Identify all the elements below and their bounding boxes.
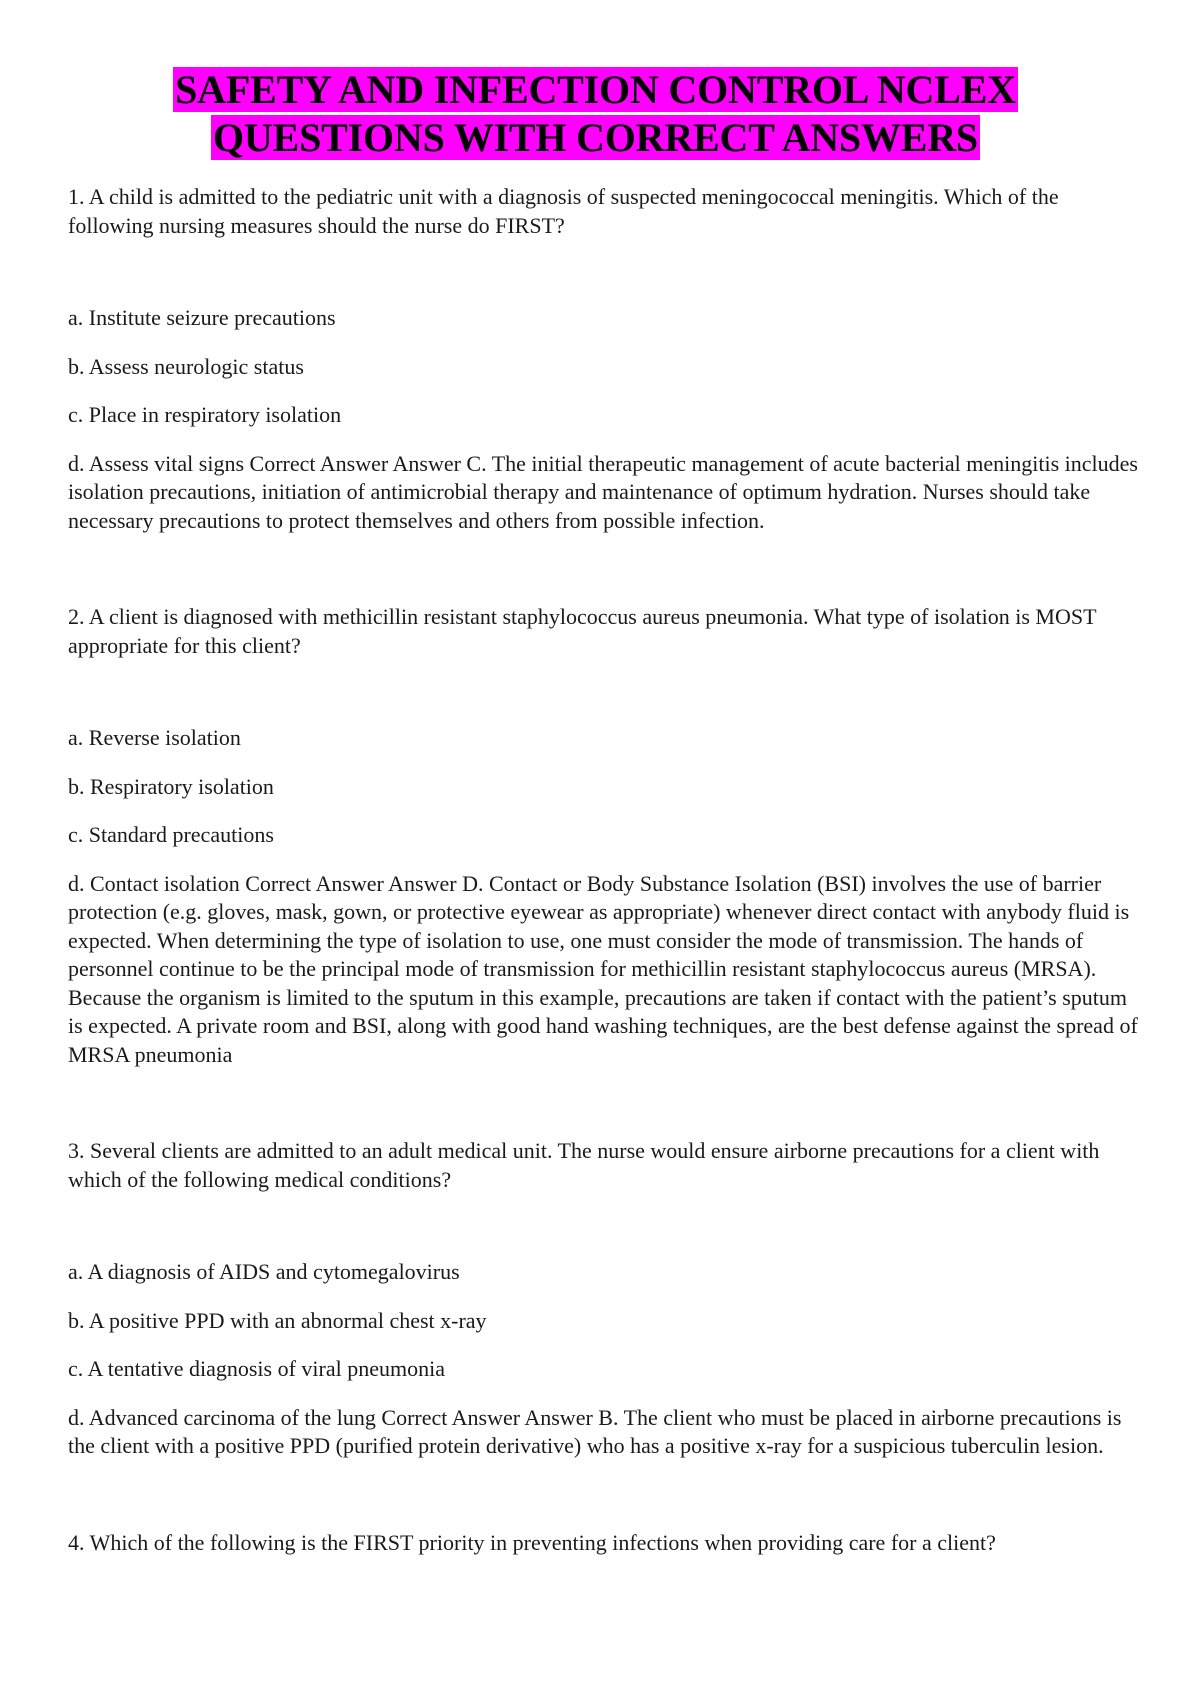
option-a: a. Institute seizure precautions bbox=[68, 305, 336, 330]
option-d-answer: d. Advanced carcinoma of the lung Correct Answer Answer B. The client who must be placed in airborne precautions is the client with a positive PPD (purified protein derivative) who has a positive x-ray for a suspicious tuberculin lesion. bbox=[68, 1404, 1122, 1458]
title-line-2: QUESTIONS WITH CORRECT ANSWERS bbox=[213, 115, 978, 160]
question-text: 4. Which of the following is the FIRST priority in preventing infections when providing care for a client? bbox=[68, 1529, 996, 1555]
title-line-1: SAFETY AND INFECTION CONTROL NCLEX bbox=[175, 67, 1016, 112]
question-text: 2. A client is diagnosed with methicillin resistant staphylococcus aureus pneumonia. What type of isolation is MOST appropriate for this client? bbox=[68, 604, 1097, 658]
option-b: b. Assess neurologic status bbox=[68, 353, 304, 379]
question-text: 1. A child is admitted to the pediatric unit with a diagnosis of suspected meningococcal meningitis. Which of the following nursing measures should the nurse do FIRST? bbox=[68, 184, 1059, 238]
question-4 bbox=[68, 1529, 1138, 1558]
option-b: b. Respiratory isolation bbox=[68, 773, 274, 799]
question-1 bbox=[68, 183, 1138, 535]
question-text: 3. Several clients are admitted to an adult medical unit. The nurse would ensure airborne precautions for a client with which of the following medical conditions? bbox=[68, 1138, 1100, 1192]
option-c: c. A tentative diagnosis of viral pneumonia bbox=[68, 1356, 445, 1381]
option-a: a. A diagnosis of AIDS and cytomegalovirus bbox=[68, 1259, 460, 1284]
page-title bbox=[0, 66, 1191, 162]
question-3 bbox=[68, 1137, 1138, 1461]
document-body bbox=[68, 183, 1138, 1557]
option-c: c. Place in respiratory isolation bbox=[68, 402, 342, 427]
option-d-answer: d. Assess vital signs Correct Answer Answer C. The initial therapeutic management of acute bacterial meningitis includes isolation precautions, initiation of antimicrobial therapy and maintenance of optimum hydration. Nurses should take necessary precautions to protect themselves and others from possible infection. bbox=[68, 450, 1138, 533]
option-c: c. Standard precautions bbox=[68, 822, 274, 847]
option-a: a. Reverse isolation bbox=[68, 725, 241, 750]
question-2 bbox=[68, 603, 1138, 1069]
option-d-answer: d. Contact isolation Correct Answer Answer D. Contact or Body Substance Isolation (BSI) involves the use of barrier protection (e.g. gloves, mask, gown, or protective eyewear as appropriate) whenever direct contact with anybody fluid is expected. When determining the type of isolation to use, one must consider the mode of transmission. The hands of personnel continue to be the principal mode of transmission for methicillin resistant staphylococcus aureus (MRSA). Because the organism is limited to the sputum in this example, precautions are taken if contact with the patient’s sputum is expected. A private room and BSI, along with good hand washing techniques, are the best defense against the spread of MRSA pneumonia bbox=[68, 870, 1138, 1067]
option-b: b. A positive PPD with an abnormal chest x-ray bbox=[68, 1307, 487, 1333]
